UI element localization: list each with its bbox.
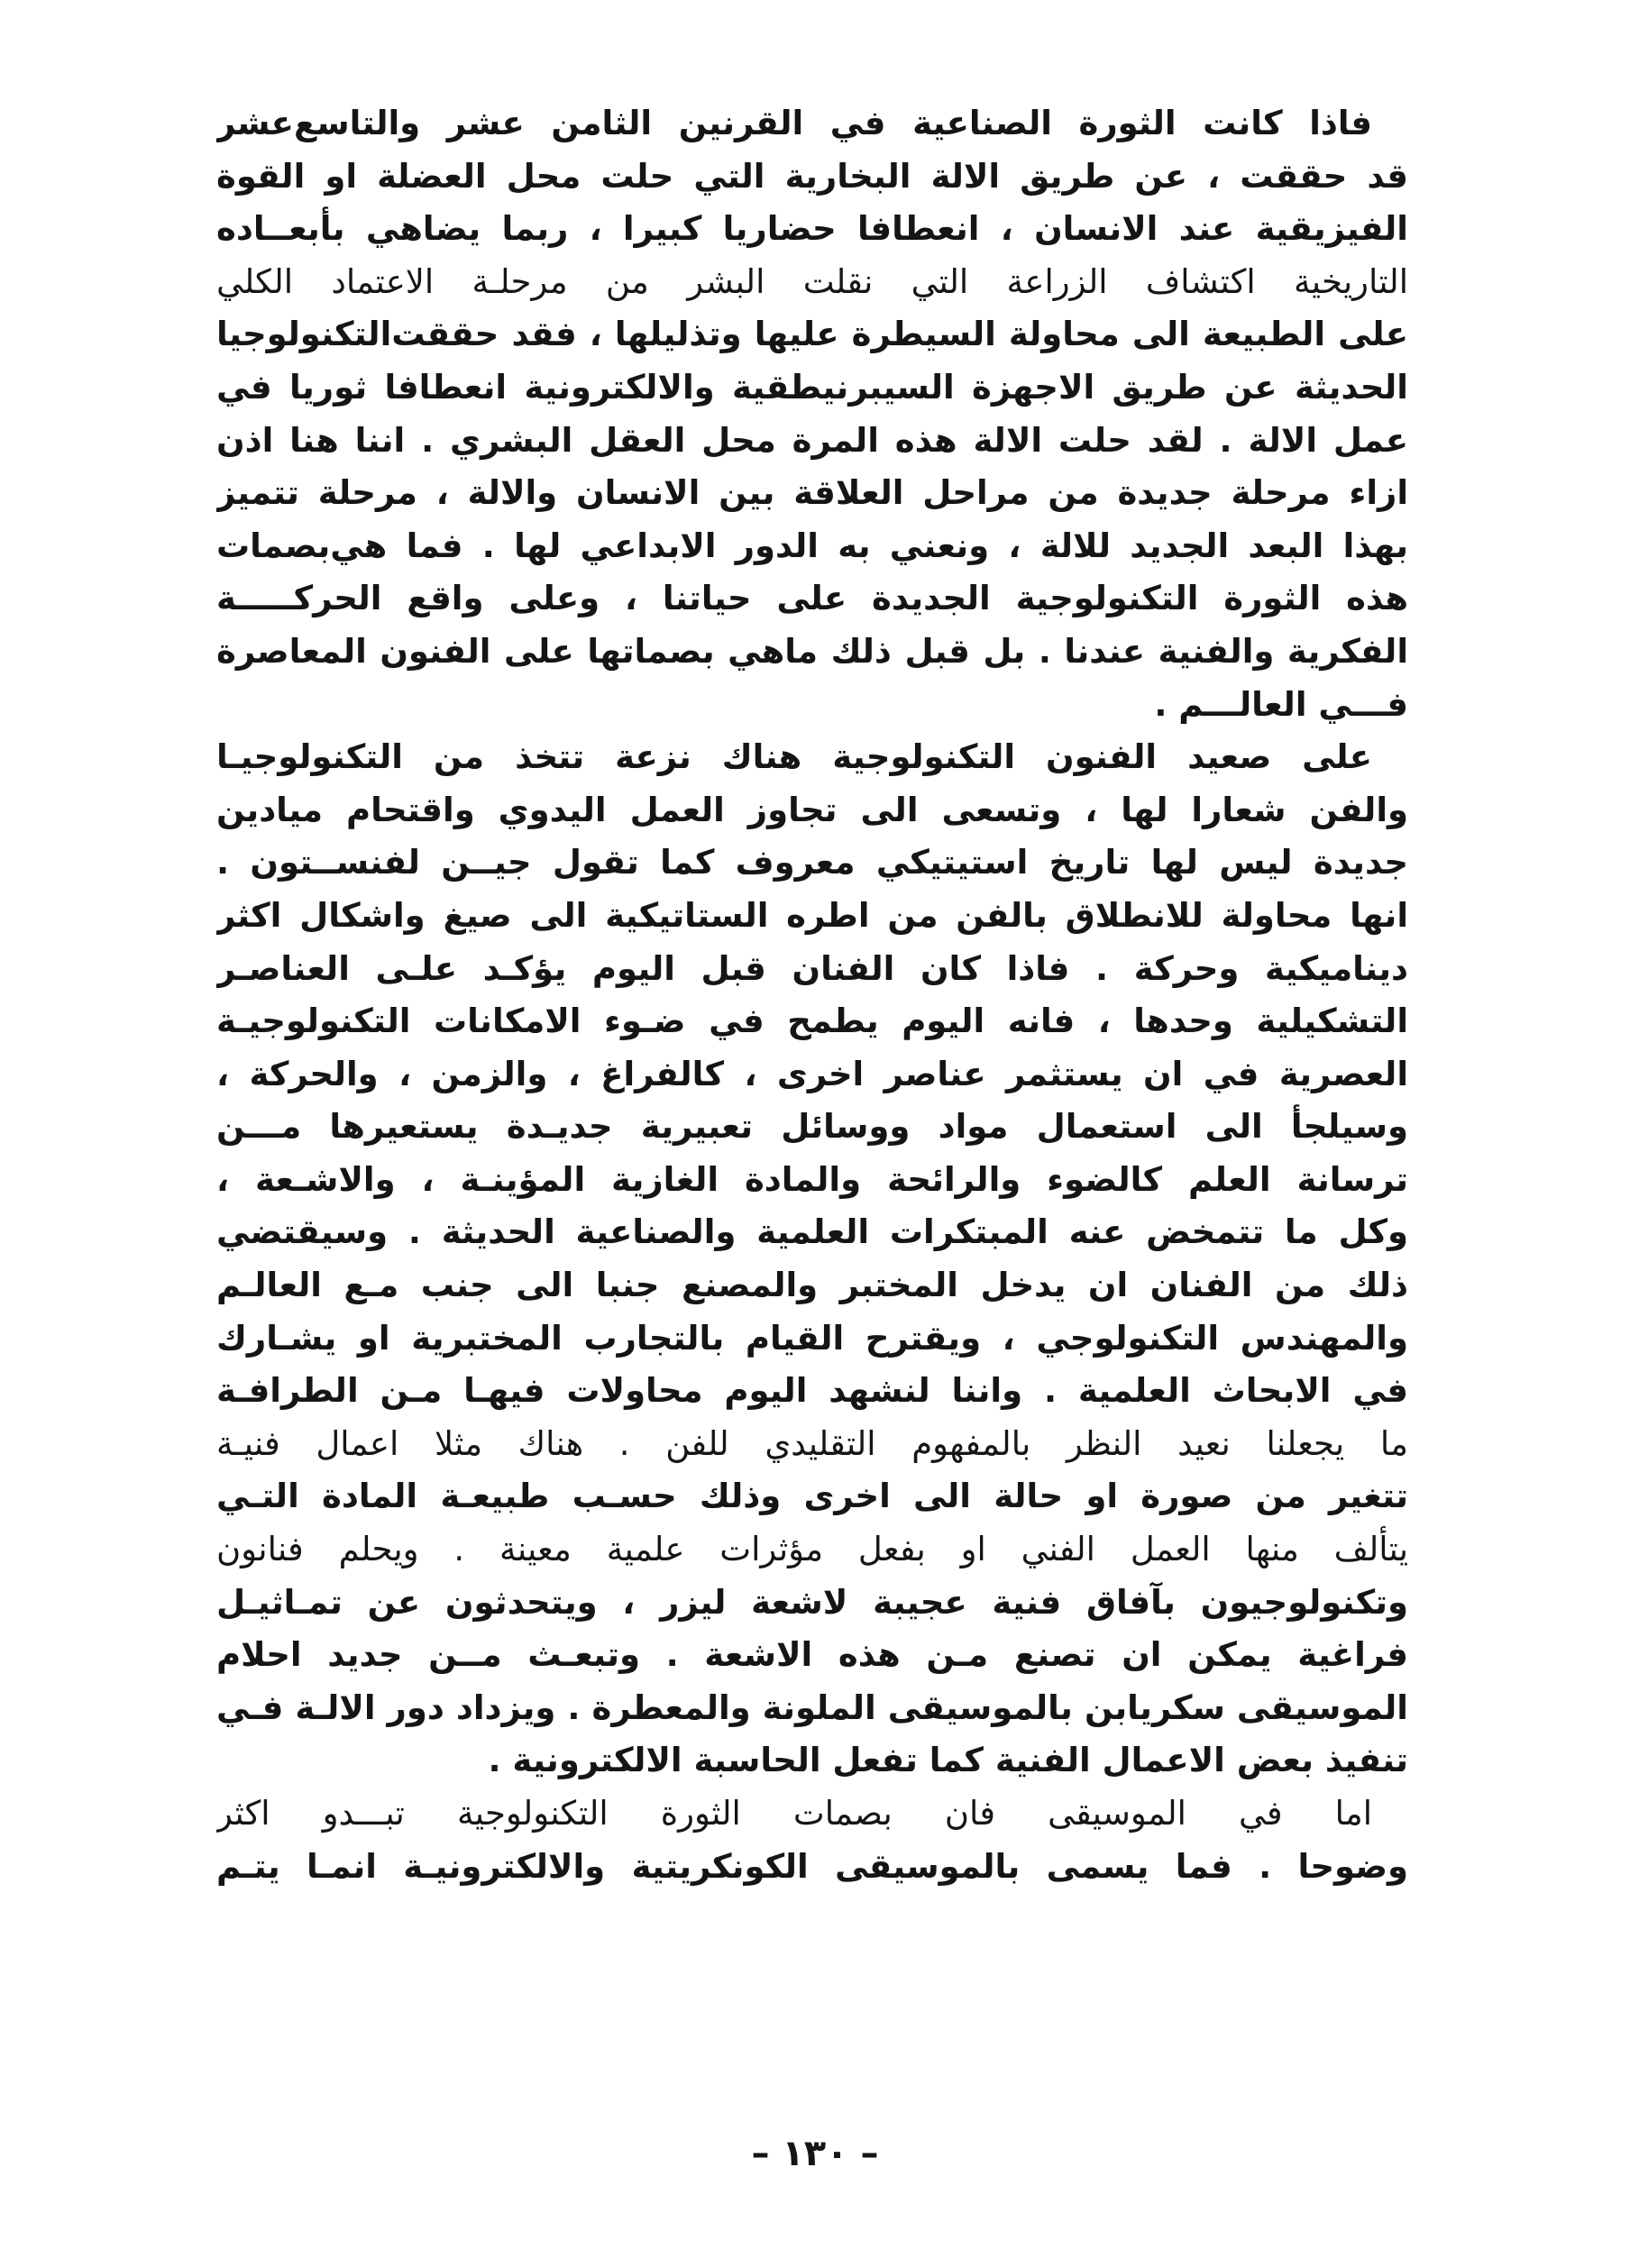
text-line: على صعيد الفنون التكنولوجية هناك نزعة تتخذ من التكنولوجيـا [216,737,1372,777]
text-line: انها محاولة للانطلاق بالفن من اطره الستاتيكية الى صيغ واشكال اكثر [216,895,1408,935]
page-number: – ١٣٠ – [751,2133,879,2174]
text-line: التاريخية اكتشاف الزراعة التي نقلت البشر من مرحلـة الاعتماد الكلي [216,261,1408,301]
text-line: بهذا البعد الجديد للالة ، ونعني به الدور الابداعي لها . فما هي‌بصمات [216,526,1408,565]
text-line: وكل ما تتمخض عنه المبتكرات العلمية والصناعية الحديثة . وسيقتضي [216,1212,1408,1252]
text-line: ديناميكية وحركة . فاذا كان الفنان قبل اليوم يؤكـد علـى العناصـر [216,948,1408,988]
text-line: تنفيذ بعض الاعمال الفنية كما تفعل الحاسبة الالكترونية . [488,1741,1408,1780]
text-line: على الطبيعة الى محاولة السيطرة عليها وتذليلها ، فقد حققت‌التكنولوجيا [216,315,1408,354]
text-line: ازاء مرحلة جديدة من مراحل العلاقة بين الانسان والالة ، مرحلة تتميز [216,473,1408,513]
text-line: العصرية في ان يستثمر عناصر اخرى ، كالفراغ ، والزمن ، والحركة ، [216,1054,1408,1093]
text-line: والمهندس التكنولوجي ، ويقترح القيام بالتجارب المختبرية او يشـارك [216,1318,1408,1358]
text-line: جديدة ليس لها تاريخ استيتيكي معروف كما تقول جيــن لفنســتون . [216,843,1408,883]
text-line: يتألف منها العمل الفني او بفعل مؤثرات علمية معينة . ويحلم فنانون [216,1530,1408,1569]
text-line: والفن شعارا لها ، وتسعى الى تجاوز العمل اليدوي واقتحام ميادين [216,790,1408,829]
paragraph-2 [216,731,1408,1788]
text-line: الموسيقى سكريابن بالموسيقى الملونة والمعطرة . ويزداد دور الالـة فـي [216,1687,1408,1727]
text-line: قد حققت ، عن طريق الالة البخارية التي حلت محل العضلة او القوة [216,156,1408,196]
text-line: اما في الموسيقى فان بصمات الثورة التكنولوجية تبـــدو اكثر [216,1794,1372,1833]
text-line: فراغية يمكن ان تصنع مـن هذه الاشعة . وتبعـث مــن جديد احلام [216,1635,1408,1675]
body-text [216,97,1408,1893]
paragraph-1 [216,97,1408,731]
text-line: ترسانة العلم كالضوء والرائحة والمادة الغازية المؤينـة ، والاشـعة ، [216,1159,1408,1199]
text-line: فاذا كانت الثورة الصناعية في القرنين الثامن عشر والتاسع‌عشر [216,104,1372,142]
text-line: وسيلجأ الى استعمال مواد ووسائل تعبيرية جديـدة يستعيرها مـــن [216,1107,1408,1147]
paragraph-3 [216,1788,1408,1893]
text-line: تتغير من صورة او حالة الى اخرى وذلك حسـب طبيعـة المادة التـي [216,1477,1408,1516]
text-line: الفيزيقية عند الانسان ، انعطافا حضاريا كبيرا ، ربما يضاهي بأبعــاده [216,209,1408,249]
text-line: ذلك من الفنان ان يدخل المختبر والمصنع جنبا الى جنب مـع العالـم [216,1266,1408,1305]
text-line: ما يجعلنا نعيد النظر بالمفهوم التقليدي للفن . هناك مثلا اعمال فنيـة [216,1423,1408,1463]
text-line: وضوحا . فما يسمى بالموسيقى الكونكريتية والالكترونيـة انمـا يتـم [216,1846,1408,1886]
text-line: هذه الثورة التكنولوجية الجديدة على حياتنا ، وعلى واقع الحركـــــة [216,579,1408,618]
text-line: عمل الالة . لقد حلت الالة هذه المرة محل العقل البشري . اننا هنا اذن [216,420,1408,460]
text-line: التشكيلية وحدها ، فانه اليوم يطمح في ضـوء الامكانات التكنولوجيـة [216,1001,1408,1041]
text-line: الحديثة عن طريق الاجهزة السيبرنيطقية والالكترونية انعطافا ثوريا في [216,367,1408,407]
text-line: الفكرية والفنية عندنا . بل قبل ذلك ماهي بصماتها على الفنون المعاصرة [216,631,1408,671]
text-line: في الابحاث العلمية . واننا لنشهد اليوم محاولات فيهـا مـن الطرافـة [216,1371,1408,1411]
text-line: فـــي العالـــم . [1154,684,1408,724]
text-line: وتكنولوجيون بآفاق فنية عجيبة لاشعة ليزر ، ويتحدثون عن تمـاثيـل [216,1582,1408,1622]
